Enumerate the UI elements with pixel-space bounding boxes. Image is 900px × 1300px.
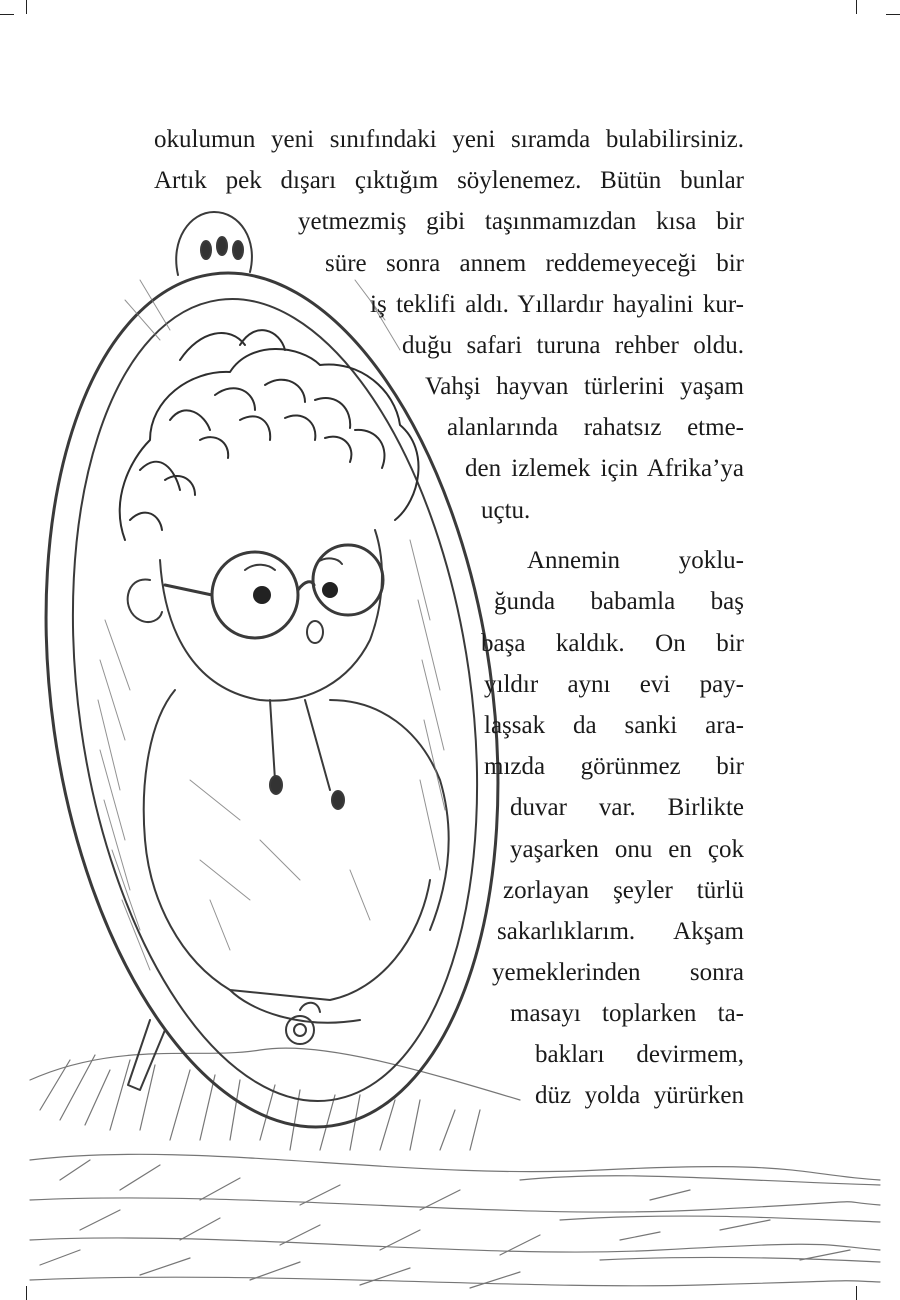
text-line: ğunda babamla baş [494, 588, 744, 615]
crop-mark-bottom-left [26, 1286, 27, 1300]
crop-mark-top-left [26, 0, 27, 14]
text-line: iş teklifi aldı. Yıllardır hayalini kur- [370, 291, 744, 318]
glasses-icon [165, 545, 383, 638]
text-line: mızda görünmez bir [484, 753, 744, 780]
text-line: duğu safari turuna rehber oldu. [402, 332, 744, 359]
text-line: alanlarında rahatsız etme- [447, 414, 744, 441]
text-line: süre sonra annem reddemeyeceği bir [325, 250, 744, 277]
text-line: zorlayan şeyler türlü [503, 877, 744, 904]
text-line: yıldır aynı evi pay- [484, 671, 744, 698]
text-line: masayı toplarken ta- [510, 1000, 744, 1027]
text-line: okulumun yeni sınıfındaki yeni sıramda bulabilirsiniz. [154, 126, 744, 153]
text-line: Annemin yoklu- [527, 547, 744, 574]
left-eye [253, 586, 271, 604]
text-line: bakları devirmem, [535, 1041, 744, 1068]
text-line: başa kaldık. On bir [481, 630, 744, 657]
text-line: den izlemek için Afrika’ya [465, 455, 744, 482]
boy-hoodie [144, 690, 449, 1044]
boy-mouth [307, 621, 323, 643]
crop-mark-left-top [0, 14, 14, 15]
crop-mark-top-right [856, 0, 857, 14]
text-line: sakarlıklarım. Akşam [497, 918, 744, 945]
text-line: yemeklerinden sonra [492, 959, 744, 986]
text-line: düz yolda yürürken [535, 1082, 744, 1109]
boy-ear [128, 580, 162, 622]
text-line: laşsak da sanki ara- [484, 712, 744, 739]
crop-mark-right-top [886, 14, 900, 15]
text-line: uçtu. [481, 497, 531, 524]
text-line: duvar var. Birlikte [510, 794, 744, 821]
grass-ground [30, 1048, 880, 1288]
text-line: yetmezmiş gibi taşınmamızdan kısa bir [298, 208, 744, 235]
text-line: Artık pek dışarı çıktığım söylenemez. Bütün bunlar [154, 167, 744, 194]
mirror-shading [98, 280, 445, 970]
text-line: yaşarken onu en çok [510, 836, 744, 863]
text-line: Vahşi hayvan türlerini yaşam [425, 373, 744, 400]
crop-mark-bottom-right [856, 1286, 857, 1300]
mirror-ornament [176, 212, 252, 275]
right-eye [322, 582, 338, 598]
